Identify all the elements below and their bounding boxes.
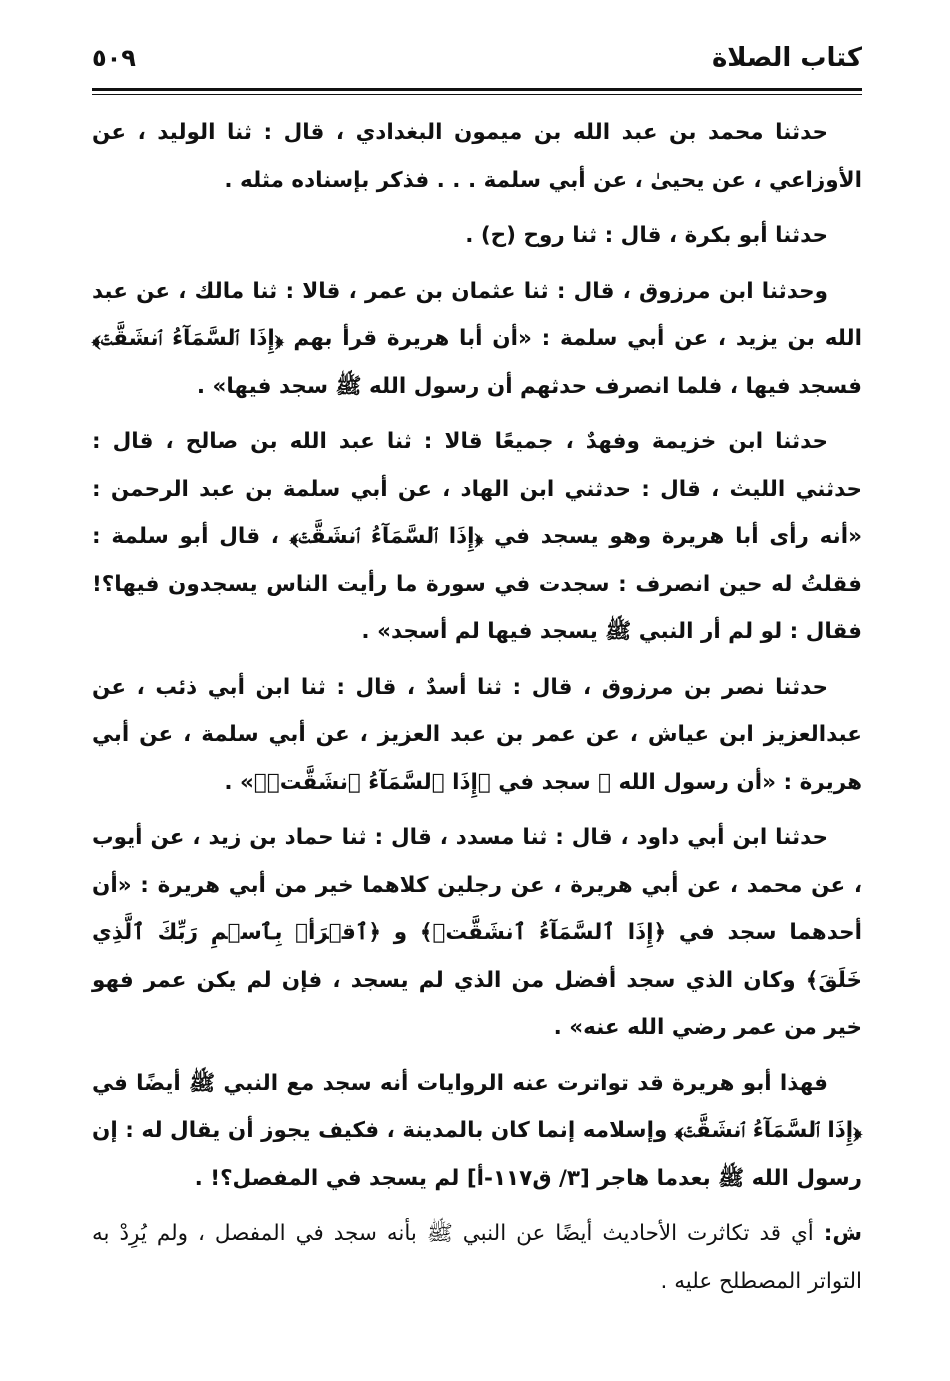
running-header <box>92 30 862 78</box>
commentary-paragraph <box>92 1210 862 1305</box>
paragraph: حدثنا ابن أبي داود ، قال : ثنا مسدد ، قال : ثنا حماد بن زيد ، عن أيوب ، عن محمد ، عن أبي هريرة ، عن رجلين كلاهما خير من أبي هريرة : «أن أحدهما سجد في ﴿إِذَا ٱلسَّمَآءُ ٱنشَقَّتۡ﴾ و ﴿ٱقۡرَأۡ بِٱسۡمِ رَبِّكَ ٱلَّذِي خَلَقَ﴾ وكان الذي سجد أفضل من الذي لم يسجد ، فإن لم يكن عمر فهو خير من عمر رضي الله عنه» . <box>92 825 862 1040</box>
page-number: ٥٠٩ <box>92 44 136 72</box>
paragraph: فهذا أبو هريرة قد تواترت عنه الروايات أنه سجد مع النبي ﷺ أيضًا في ﴿إِذَا ٱلسَّمَآءُ ٱنشَقَّتۡ﴾ وإسلامه إنما كان بالمدينة ، فكيف يجوز أن يقال له : إن رسول الله ﷺ بعدما هاجر [٣/ ق١١٧-أ] لم يسجد في المفصل؟! . <box>92 1070 862 1191</box>
paragraph: وحدثنا ابن مرزوق ، قال : ثنا عثمان بن عمر ، قالا : ثنا مالك ، عن عبد الله بن يزيد ، عن أبي سلمة : «أن أبا هريرة قرأ بهم ﴿إِذَا ٱلسَّمَآءُ ٱنشَقَّتۡ﴾ فسجد فيها ، فلما انصرف حدثهم أن رسول الله ﷺ سجد فيها» . <box>92 278 862 399</box>
paragraph: حدثنا نصر بن مرزوق ، قال : ثنا أسدٌ ، قال : ثنا ابن أبي ذئب ، عن عبدالعزيز ابن عياش ، عن عمر بن عبد العزيز ، عن أبي سلمة ، عن أبي هريرة : «أن رسول الله ﷺ سجد في ﴿إِذَا ٱلسَّمَآءُ ٱنشَقَّتۡ﴾» . <box>92 674 862 795</box>
paragraph: حدثنا محمد بن عبد الله بن ميمون البغدادي ، قال : ثنا الوليد ، عن الأوزاعي ، عن يحيىٰ ، عن أبي سلمة . . . فذكر بإسناده مثله . <box>92 120 862 193</box>
body-text <box>92 109 862 1305</box>
book-title: كتاب الصلاة <box>711 43 862 73</box>
paragraph: حدثنا أبو بكرة ، قال : ثنا روح (ح) . <box>465 223 828 248</box>
header-rule-thin <box>92 94 862 95</box>
header-rule <box>92 88 862 91</box>
commentary-text: أي قد تكاثرت الأحاديث أيضًا عن النبي ﷺ بأنه سجد في المفصل ، ولم يُرِدْ به التواتر المصطلح عليه . <box>92 1221 862 1294</box>
paragraph: حدثنا ابن خزيمة وفهدٌ ، جميعًا قالا : ثنا عبد الله بن صالح ، قال : حدثني الليث ، قال : حدثني ابن الهاد ، عن أبي سلمة بن عبد الرحمن : «أنه رأى أبا هريرة وهو يسجد في ﴿إِذَا ٱلسَّمَآءُ ٱنشَقَّتۡ﴾ ، قال أبو سلمة : فقلتُ له حين انصرف : سجدت في سورة ما رأيت الناس يسجدون فيها؟! فقال : لو لم أر النبي ﷺ يسجد فيها لم أسجد» . <box>92 429 862 644</box>
commentary-lead: ش: <box>823 1221 862 1246</box>
book-page <box>92 30 862 1360</box>
